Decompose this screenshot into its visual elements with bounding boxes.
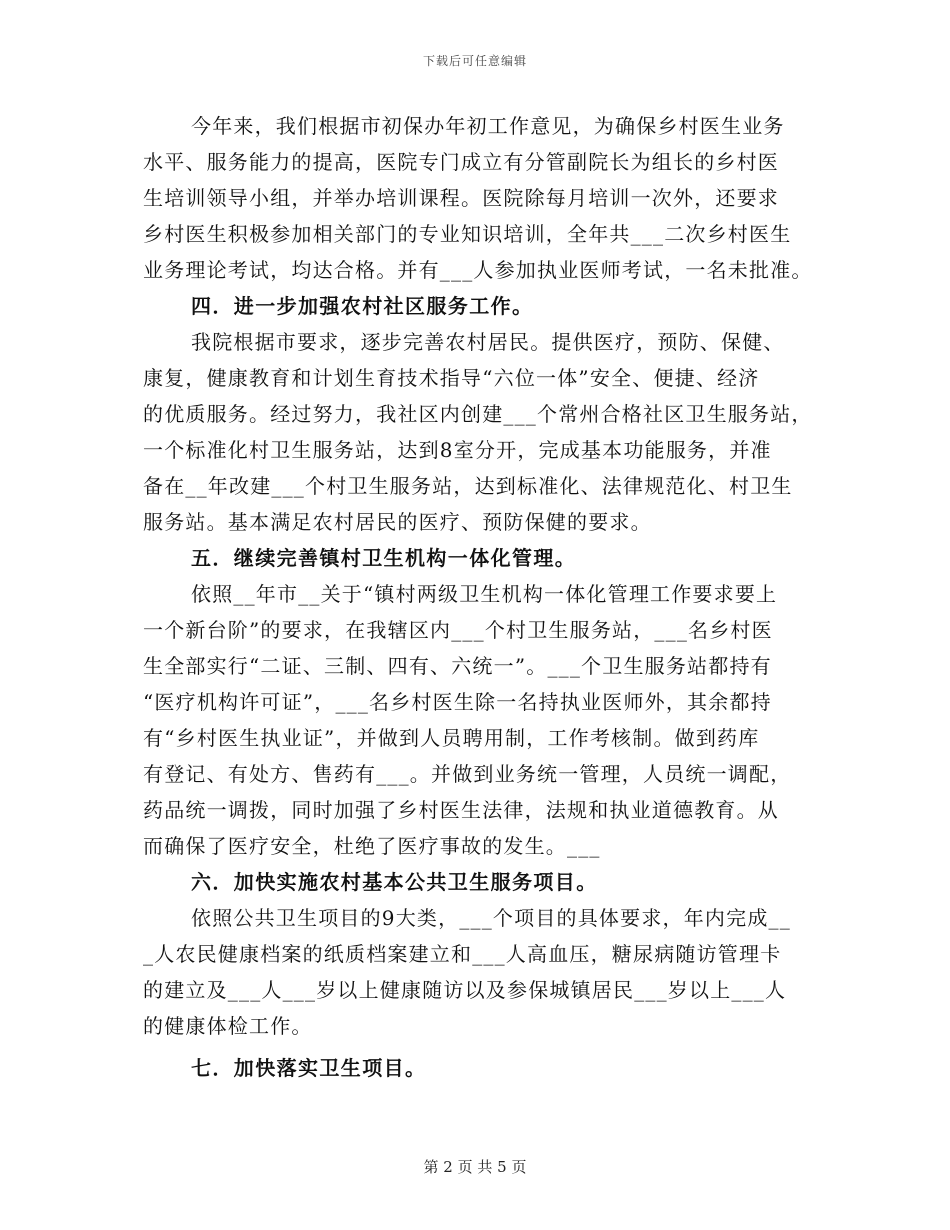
page-number-footer: 第 2 页 共 5 页 bbox=[423, 1158, 527, 1176]
text-line: 服务站。基本满足农村居民的医疗、预防保健的要求。 bbox=[143, 510, 652, 534]
section-heading-4: 四．进一步加强农村社区服务工作。 bbox=[191, 294, 534, 318]
text-line: 依照__年市__关于“镇村两级卫生机构一体化管理工作要求要上 bbox=[191, 582, 778, 606]
text-line: _人农民健康档案的纸质档案建立和___人高血压，糖尿病随访管理卡 bbox=[143, 942, 782, 966]
text-line: 药品统一调拨，同时加强了乡村医生法律，法规和执业道德教育。从 bbox=[143, 798, 779, 822]
text-line: 有“乡村医生执业证”，并做到人员聘用制，工作考核制。做到药库 bbox=[143, 726, 760, 750]
section-heading-7: 七．加快落实卫生项目。 bbox=[191, 1056, 427, 1080]
text-line: 依照公共卫生项目的9大类，___个项目的具体要求，年内完成__ bbox=[191, 906, 791, 930]
text-line: 有登记、有处方、售药有___。并做到业务统一管理，人员统一调配， bbox=[143, 762, 792, 786]
header-note: 下载后可任意编辑 bbox=[422, 54, 527, 68]
document-body bbox=[143, 108, 815, 1086]
text-line: 而确保了医疗安全，杜绝了医疗事故的发生。___ bbox=[143, 834, 601, 858]
text-line: 一个标准化村卫生服务站，达到8室分开，完成基本功能服务，并准 bbox=[143, 438, 772, 462]
text-line: 水平、服务能力的提高，医院专门成立有分管副院长为组长的乡村医 bbox=[143, 150, 779, 174]
text-line: 生培训领导小组，并举办培训课程。医院除每月培训一次外，还要求 bbox=[143, 186, 779, 210]
text-line: 业务理论考试，均达合格。并有___人参加执业医师考试，一名未批准。 bbox=[143, 258, 813, 282]
paragraph-training bbox=[143, 108, 815, 288]
text-line: 的优质服务。经过努力，我社区内创建___个常州合格社区卫生服务站， bbox=[143, 402, 813, 426]
text-line: 康复，健康教育和计划生育技术指导“六位一体”安全、便捷、经济 bbox=[143, 366, 760, 390]
text-line: 今年来，我们根据市初保办年初工作意见，为确保乡村医生业务 bbox=[191, 114, 785, 138]
text-line: 我院根据市要求，逐步完善农村居民。提供医疗，预防、保健、 bbox=[191, 330, 785, 354]
text-line: 的健康体检工作。 bbox=[143, 1014, 313, 1038]
paragraph-integrated-management bbox=[143, 576, 815, 864]
paragraph-community-service bbox=[143, 324, 815, 540]
text-line: 乡村医生积极参加相关部门的专业知识培训，全年共___二次乡村医生 bbox=[143, 222, 792, 246]
text-line: “医疗机构许可证”，___名乡村医生除一名持执业医师外，其余都持 bbox=[143, 690, 772, 714]
text-line: 一个新台阶”的要求，在我辖区内___个村卫生服务站，___名乡村医 bbox=[143, 618, 773, 642]
text-line: 的建立及___人___岁以上健康随访以及参保城镇居民___岁以上___人 bbox=[143, 978, 787, 1002]
section-heading-6: 六．加快实施农村基本公共卫生服务项目。 bbox=[191, 870, 598, 894]
section-heading-5: 五．继续完善镇村卫生机构一体化管理。 bbox=[191, 546, 577, 570]
paragraph-public-health bbox=[143, 900, 815, 1044]
text-line: 备在__年改建___个村卫生服务站，达到标准化、法律规范化、村卫生 bbox=[143, 474, 793, 498]
text-line: 生全部实行“二证、三制、四有、六统一”。___个卫生服务站都持有 bbox=[143, 654, 772, 678]
